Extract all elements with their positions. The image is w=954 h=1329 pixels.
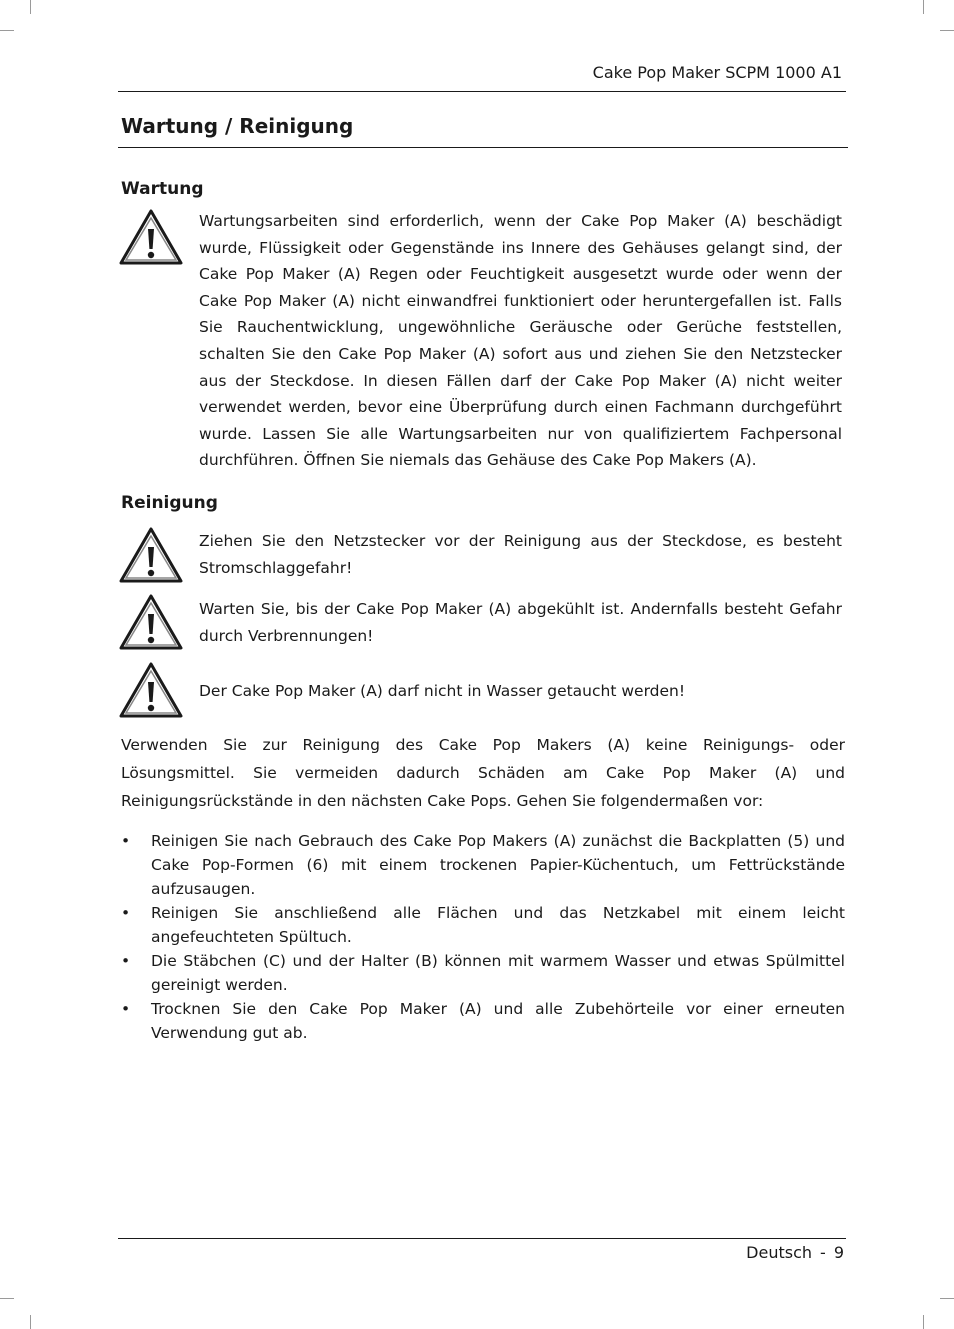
- running-header-title: Cake Pop Maker SCPM 1000 A1: [592, 63, 842, 82]
- list-item-text: Trocknen Sie den Cake Pop Maker (A) und alle Zubehörteile vor einer erneuten Verwendung gut ab.: [151, 1000, 845, 1042]
- section-title: Wartung / Reinigung: [121, 114, 354, 138]
- wartung-heading: Wartung: [121, 179, 204, 199]
- bullet-icon: •: [121, 904, 131, 922]
- crop-mark: [923, 0, 924, 14]
- footer-separator: -: [820, 1243, 826, 1262]
- crop-mark: [923, 1315, 924, 1329]
- header-rule: [118, 91, 846, 92]
- list-item-text: Reinigen Sie anschließend alle Flächen und das Netzkabel mit einem leicht angefeuchteten Spültuch.: [151, 904, 845, 946]
- warning-triangle-icon: [119, 527, 183, 583]
- reinigung-warning-2: Warten Sie, bis der Cake Pop Maker (A) abgekühlt ist. Andernfalls besteht Gefahr durch Verbrennungen!: [199, 600, 842, 645]
- crop-mark: [30, 0, 31, 14]
- reinigung-intro: Verwenden Sie zur Reinigung des Cake Pop Makers (A) keine Reinigungs- oder Lösungsmittel. Sie vermeiden dadurch Schäden am Cake Pop Maker (A) und Reinigungsrückstände in den nächsten Cake Pops. Gehen Sie folgendermaßen vor:: [121, 736, 845, 810]
- list-item: [121, 997, 845, 1045]
- bullet-icon: •: [121, 1000, 131, 1018]
- section-title-rule: [118, 147, 848, 148]
- crop-mark: [940, 1298, 954, 1299]
- list-item-text: Reinigen Sie nach Gebrauch des Cake Pop Makers (A) zunächst die Backplatten (5) und Cake Pop-Formen (6) mit einem trockenen Papier-Küchentuch, um Fettrückstände aufzusaugen.: [151, 832, 845, 898]
- page-number: 9: [833, 1243, 844, 1262]
- list-item: [121, 829, 845, 901]
- footer-rule: [118, 1238, 846, 1239]
- warning-triangle-icon: [119, 209, 183, 265]
- crop-mark: [940, 30, 954, 31]
- cleaning-steps-list: [121, 829, 845, 1045]
- bullet-icon: •: [121, 832, 131, 850]
- warning-triangle-icon: [119, 594, 183, 650]
- warning-triangle-icon: [119, 662, 183, 718]
- crop-mark: [30, 1315, 31, 1329]
- reinigung-warning-3: Der Cake Pop Maker (A) darf nicht in Wasser getaucht werden!: [199, 682, 686, 700]
- page-footer: [746, 1243, 844, 1263]
- reinigung-warning-1: Ziehen Sie den Netzstecker vor der Reinigung aus der Steckdose, es besteht Stromschlaggefahr!: [199, 532, 842, 577]
- wartung-warning-text: Wartungsarbeiten sind erforderlich, wenn der Cake Pop Maker (A) beschädigt wurde, Flüssigkeit oder Gegenstände ins Innere des Gehäuses gelangt sind, der Cake Pop Maker (A) Regen oder Feuchtigkeit ausgesetzt wurde oder wenn der Cake Pop Maker (A) nicht einwandfrei funktioniert oder heruntergefallen ist. Falls Sie Rauchentwicklung, ungewöhnliche Geräusche oder Gerüche feststellen, schalten Sie den Cake Pop Maker (A) sofort aus und ziehen Sie den Netzstecker aus der Steckdose. In diesen Fällen darf der Cake Pop Maker (A) nicht weiter verwendet werden, bevor eine Überprüfung durch einen Fachmann durchgeführt wurde. Lassen Sie alle Wartungsarbeiten nur von qualifiziertem Fachpersonal durchführen. Öffnen Sie niemals das Gehäuse des Cake Pop Makers (A).: [199, 212, 842, 470]
- crop-mark: [0, 30, 14, 31]
- bullet-icon: •: [121, 952, 131, 970]
- list-item: [121, 949, 845, 997]
- list-item-text: Die Stäbchen (C) und der Halter (B) können mit warmem Wasser und etwas Spülmittel gereinigt werden.: [151, 952, 845, 994]
- crop-mark: [0, 1298, 14, 1299]
- reinigung-heading: Reinigung: [121, 493, 218, 513]
- footer-language: Deutsch: [746, 1243, 813, 1262]
- list-item: [121, 901, 845, 949]
